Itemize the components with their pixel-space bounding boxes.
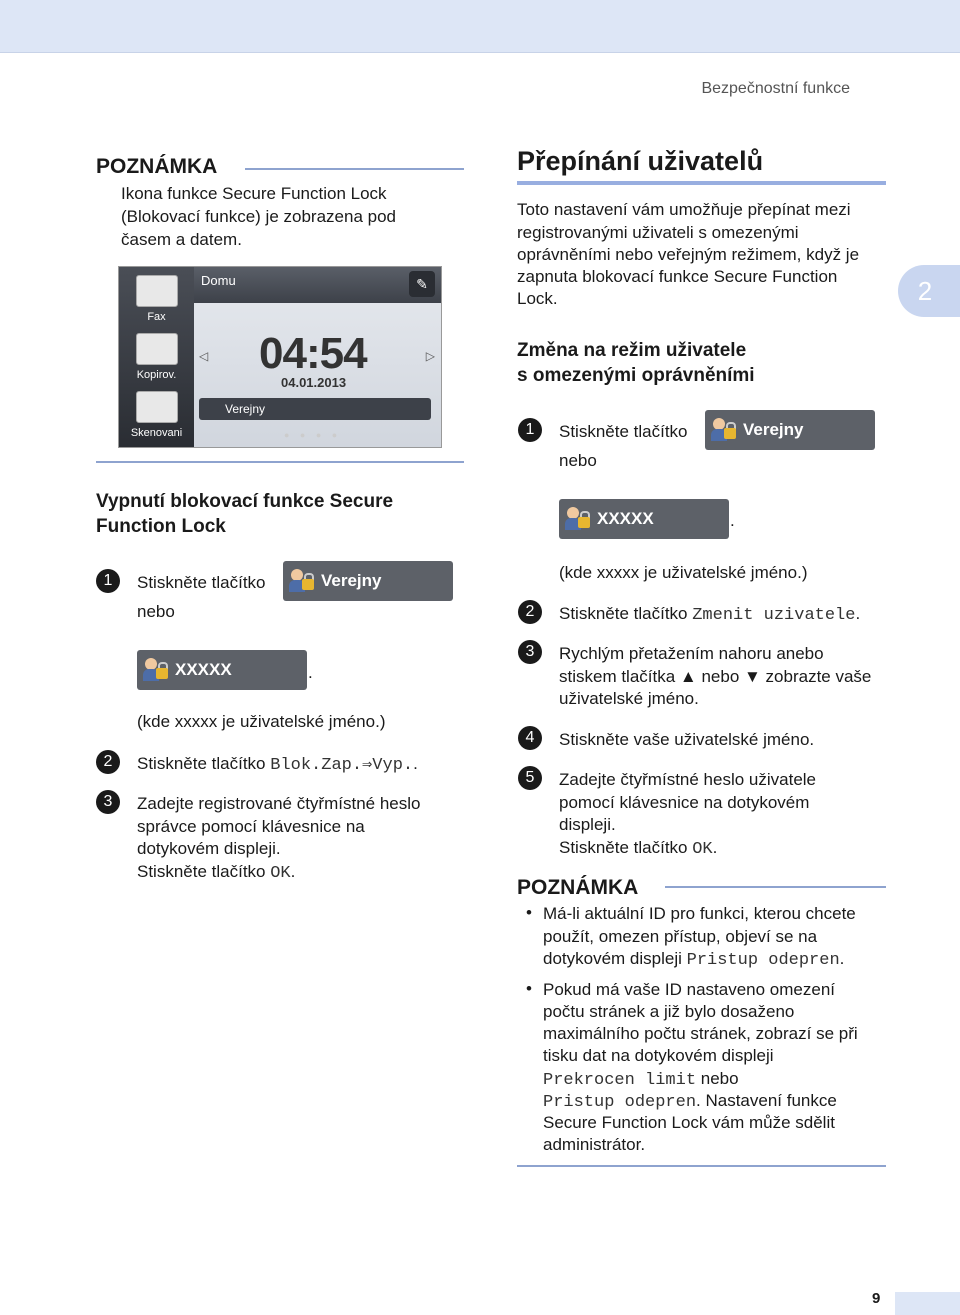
step-1-text: Stiskněte tlačítko: [137, 573, 266, 592]
bullet-1-line-3: dotykovém displeji Pristup odepren.: [543, 949, 845, 970]
r-step-3-line-1: Rychlým přetažením nahoru anebo: [559, 644, 824, 663]
left-heading-1: Vypnutí blokovací funkce Secure: [96, 491, 394, 512]
title-rule: [517, 181, 886, 185]
touchscreen-image: [118, 266, 442, 448]
note-line-1: Ikona funkce Secure Function Lock: [121, 184, 387, 203]
r-note-bottom-rule: [517, 1165, 886, 1167]
right-heading-2: s omezenými oprávněními: [517, 365, 755, 386]
tools-icon: ✎: [409, 271, 435, 297]
r-step-1-note: (kde xxxxx je uživatelské jméno.): [559, 563, 808, 582]
note-title: POZNÁMKA: [96, 155, 218, 178]
step-3-marker: 3: [96, 790, 120, 814]
intro-line-2: registrovanými uživateli s omezenými: [517, 223, 799, 242]
bullet-1-line-1: Má-li aktuální ID pro funkci, kterou chcete: [543, 904, 856, 923]
intro-line-5: Lock.: [517, 289, 558, 308]
r-step-4-text: Stiskněte vaše uživatelské jméno.: [559, 730, 815, 749]
user-button-image: XXXXX: [137, 650, 307, 690]
bullet-2-line-2: počtu stránek a již bylo dosaženo: [543, 1002, 795, 1021]
left-heading-2: Function Lock: [96, 516, 226, 537]
screen-page-dots: ● ● ● ●: [284, 430, 342, 440]
step-3-line-1: Zadejte registrované čtyřmístné heslo: [137, 794, 421, 813]
screen-scan-item: Skenovani: [119, 391, 194, 439]
r-note-rule: [665, 886, 886, 888]
step-2-text: Stiskněte tlačítko Blok.Zap.⇒Vyp..: [137, 754, 418, 775]
r-step-5-line-1: Zadejte čtyřmístné heslo uživatele: [559, 770, 817, 789]
r-step-5-line-3: displeji.: [559, 815, 616, 834]
right-title: Přepínání uživatelů: [517, 146, 764, 176]
screen-date: 04.01.2013: [281, 375, 347, 390]
note-line-3: časem a datem.: [121, 230, 242, 249]
screen-left-arrow-icon: ◁: [199, 349, 209, 363]
intro-line-1: Toto nastavení vám umožňuje přepínat mezi: [517, 200, 851, 219]
chapter-number: 2: [917, 275, 933, 306]
r-step-3-line-2: stiskem tlačítka ▲ nebo ▼ zobrazte vaše: [559, 667, 872, 686]
r-step-3-marker: 3: [518, 640, 542, 664]
or-text: nebo: [137, 602, 175, 621]
verejny-button-image: Verejny: [283, 561, 453, 601]
bullet-2-line-4: tisku dat na dotykovém displeji: [543, 1046, 774, 1065]
bullet-2-line-3: maximálního počtu stránek, zobrazí se při: [543, 1024, 858, 1043]
r-step-5-marker: 5: [518, 766, 542, 790]
r-step-5-line-4: Stiskněte tlačítko OK.: [559, 838, 718, 859]
bullet-2-line-1: Pokud má vaše ID nastaveno omezení: [543, 980, 835, 999]
section-title: Bezpečnostní funkce: [701, 80, 850, 97]
bullet-2-line-7: Secure Function Lock vám může sdělit: [543, 1113, 835, 1132]
user-lock-icon: [711, 418, 739, 442]
chapter-tab: [898, 265, 960, 317]
r-step-4-marker: 4: [518, 726, 542, 750]
period: .: [308, 663, 313, 682]
screen-copy-item: Kopirov.: [119, 333, 194, 381]
r-step-2-marker: 2: [518, 600, 542, 624]
r-step-1-text: Stiskněte tlačítko: [559, 422, 688, 441]
r-step-1-marker: 1: [518, 418, 542, 442]
screen-user-bar: Verejny: [199, 398, 431, 420]
r-step-3-line-3: uživatelské jméno.: [559, 689, 699, 708]
bullet-1-marker: •: [526, 903, 532, 922]
bullet-2-line-5: Prekrocen limit nebo: [543, 1069, 739, 1090]
screen-fax-item: Fax: [119, 275, 194, 323]
scan-icon: [136, 391, 178, 423]
r-step-2-text: Stiskněte tlačítko Zmenit uzivatele.: [559, 604, 861, 625]
user-lock-icon: [565, 507, 593, 531]
note-rule: [245, 168, 464, 170]
bullet-2-line-6: Pristup odepren. Nastavení funkce: [543, 1091, 837, 1112]
intro-line-3: oprávněními nebo veřejným režimem, když je: [517, 245, 860, 264]
r-user-button-image: XXXXX: [559, 499, 729, 539]
user-lock-icon: [289, 569, 317, 593]
r-or-text: nebo: [559, 451, 597, 470]
step-3-line-4: Stiskněte tlačítko OK.: [137, 862, 296, 883]
intro-line-4: zapnuta blokovací funkce Secure Function: [517, 267, 838, 286]
fax-icon: [136, 275, 178, 307]
screen-title: Domu: [201, 273, 236, 288]
page-number-band: [895, 1292, 960, 1315]
screen-right-arrow-icon: ▷: [425, 349, 435, 363]
top-band: [0, 0, 960, 53]
bullet-2-marker: •: [526, 979, 532, 998]
bullet-1-line-2: použít, omezen přístup, objeví se na: [543, 927, 818, 946]
r-verejny-button-image: Verejny: [705, 410, 875, 450]
r-step-5-line-2: pomocí klávesnice na dotykovém: [559, 793, 810, 812]
right-heading-1: Změna na režim uživatele: [517, 340, 747, 361]
step-2-marker: 2: [96, 750, 120, 774]
r-period: .: [730, 511, 735, 530]
page-number: 9: [872, 1290, 881, 1307]
note-bottom-rule: [96, 461, 464, 463]
note-line-2: (Blokovací funkce) je zobrazena pod: [121, 207, 396, 226]
bullet-2-line-8: administrátor.: [543, 1135, 646, 1154]
r-note-title: POZNÁMKA: [517, 876, 639, 899]
screen-clock: 04:54: [259, 329, 367, 378]
step-1-marker: 1: [96, 569, 120, 593]
user-lock-icon: [143, 658, 171, 682]
step-1-note: (kde xxxxx je uživatelské jméno.): [137, 712, 386, 731]
copy-icon: [136, 333, 178, 365]
step-3-line-2: správce pomocí klávesnice na: [137, 817, 365, 836]
step-3-line-3: dotykovém displeji.: [137, 839, 281, 858]
